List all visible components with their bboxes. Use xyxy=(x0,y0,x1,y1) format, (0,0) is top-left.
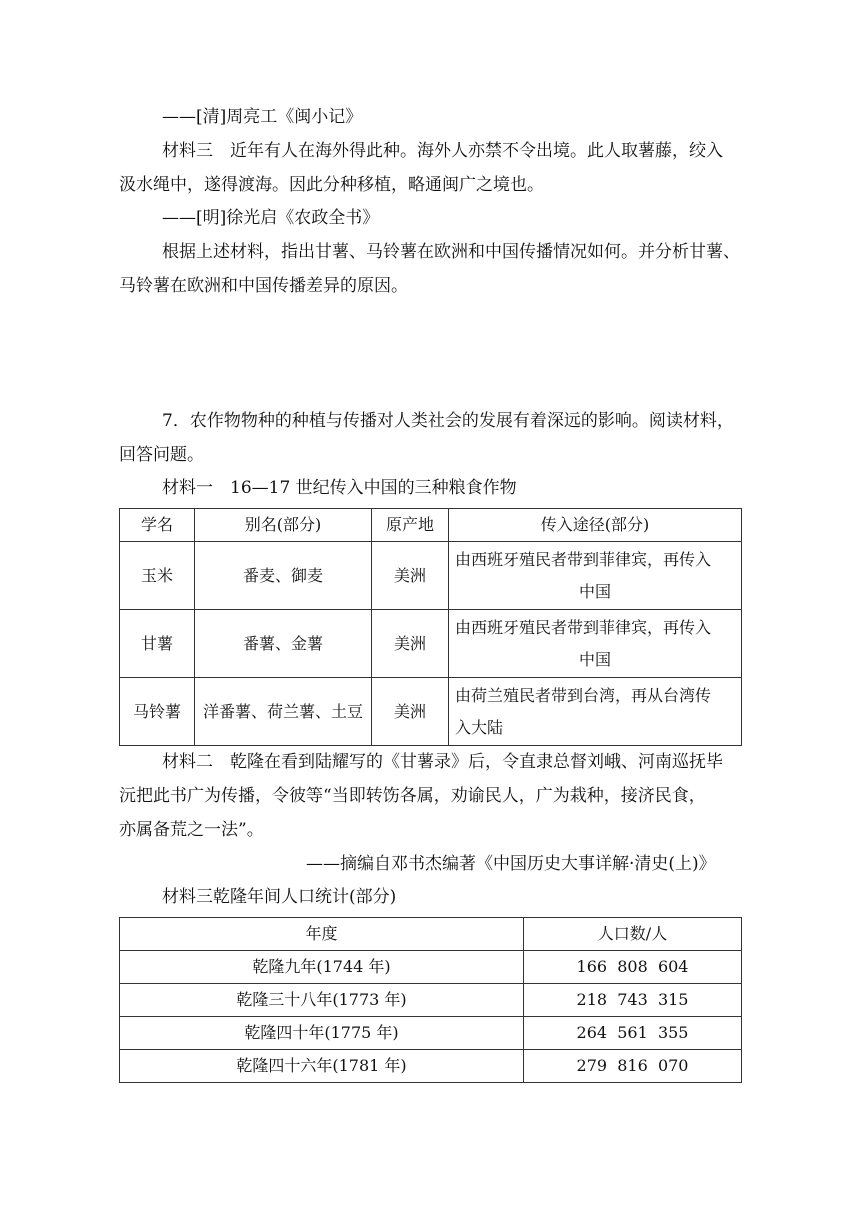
table-row xyxy=(120,951,742,984)
population-cell: 218 743 315 xyxy=(524,984,742,1017)
year-cell: 乾隆九年(1744 年) xyxy=(120,951,524,984)
route-line: 中国 xyxy=(578,649,611,669)
crop-route xyxy=(449,610,742,678)
population-table xyxy=(119,917,742,1083)
table-row xyxy=(120,542,742,610)
year-cell: 乾隆四十年(1775 年) xyxy=(120,1017,524,1050)
route-line: 由西班牙殖民者带到菲律宾，再传入 xyxy=(455,549,712,569)
question-line-1: 根据上述材料，指出甘薯、马铃薯在欧洲和中国传播情况如何。并分析甘薯、 xyxy=(162,242,740,262)
crop-name: 玉米 xyxy=(120,542,195,610)
header-cell: 别名(部分) xyxy=(195,509,372,542)
population-cell: 264 561 355 xyxy=(524,1017,742,1050)
crop-alias: 番薯、金薯 xyxy=(195,610,372,678)
material-2-source: ——摘编自邓书杰编著《中国历史大事详解·清史(上)》 xyxy=(306,854,716,874)
table-row xyxy=(120,984,742,1017)
population-cell: 279 816 070 xyxy=(524,1050,742,1083)
route-line: 中国 xyxy=(578,581,611,601)
crop-origin: 美洲 xyxy=(372,542,449,610)
material-3-line-1: 材料三 近年有人在海外得此种。海外人亦禁不令出境。此人取薯藤，绞入 xyxy=(162,141,723,161)
source-xu-guang-qi: ——[明]徐光启《农政全书》 xyxy=(162,208,380,228)
table-row xyxy=(120,1050,742,1083)
table-header-row xyxy=(120,509,742,542)
table-row xyxy=(120,678,742,746)
material-2-line-3: 亦属备荒之一法”。 xyxy=(119,820,264,840)
header-cell: 年度 xyxy=(120,918,524,951)
question-7-line-1: 7．农作物物种的种植与传播对人类社会的发展有着深远的影响。阅读材料， xyxy=(162,411,734,431)
table-row xyxy=(120,610,742,678)
question-line-2: 马铃薯在欧洲和中国传播差异的原因。 xyxy=(119,276,408,296)
crop-alias: 番麦、御麦 xyxy=(195,542,372,610)
source-zhou-liang-gong: ——[清]周亮工《闽小记》 xyxy=(162,107,363,127)
crop-alias: 洋番薯、荷兰薯、土豆 xyxy=(195,678,372,746)
crop-origin: 美洲 xyxy=(372,610,449,678)
route-line: 由荷兰殖民者带到台湾，再从台湾传 xyxy=(455,685,712,705)
header-cell: 人口数/人 xyxy=(524,918,742,951)
material-1-title: 材料一 16—17 世纪传入中国的三种粮食作物 xyxy=(162,478,517,498)
crop-name: 甘薯 xyxy=(120,610,195,678)
population-cell: 166 808 604 xyxy=(524,951,742,984)
crop-origin: 美洲 xyxy=(372,678,449,746)
table-header-row xyxy=(120,918,742,951)
material-3-title: 材料三乾隆年间人口统计(部分) xyxy=(162,887,397,907)
header-cell: 原产地 xyxy=(372,509,449,542)
route-line: 入大陆 xyxy=(455,717,504,737)
table-row xyxy=(120,1017,742,1050)
header-cell: 传入途径(部分) xyxy=(449,509,742,542)
crop-name: 马铃薯 xyxy=(120,678,195,746)
question-7-line-2: 回答问题。 xyxy=(119,445,204,465)
crop-route xyxy=(449,678,742,746)
year-cell: 乾隆四十六年(1781 年) xyxy=(120,1050,524,1083)
crop-route xyxy=(449,542,742,610)
crops-table xyxy=(119,508,742,746)
material-2-line-1: 材料二 乾隆在看到陆耀写的《甘薯录》后，令直隶总督刘峨、河南巡抚毕 xyxy=(162,752,723,772)
route-line: 由西班牙殖民者带到菲律宾，再传入 xyxy=(455,617,712,637)
header-cell: 学名 xyxy=(120,509,195,542)
material-2-line-2: 沅把此书广为传播，令彼等“当即转饬各属，劝谕民人，广为栽种，接济民食， xyxy=(119,786,706,806)
material-3-line-2: 汲水绳中，遂得渡海。因此分种移植，略通闽广之境也。 xyxy=(119,175,544,195)
year-cell: 乾隆三十八年(1773 年) xyxy=(120,984,524,1017)
